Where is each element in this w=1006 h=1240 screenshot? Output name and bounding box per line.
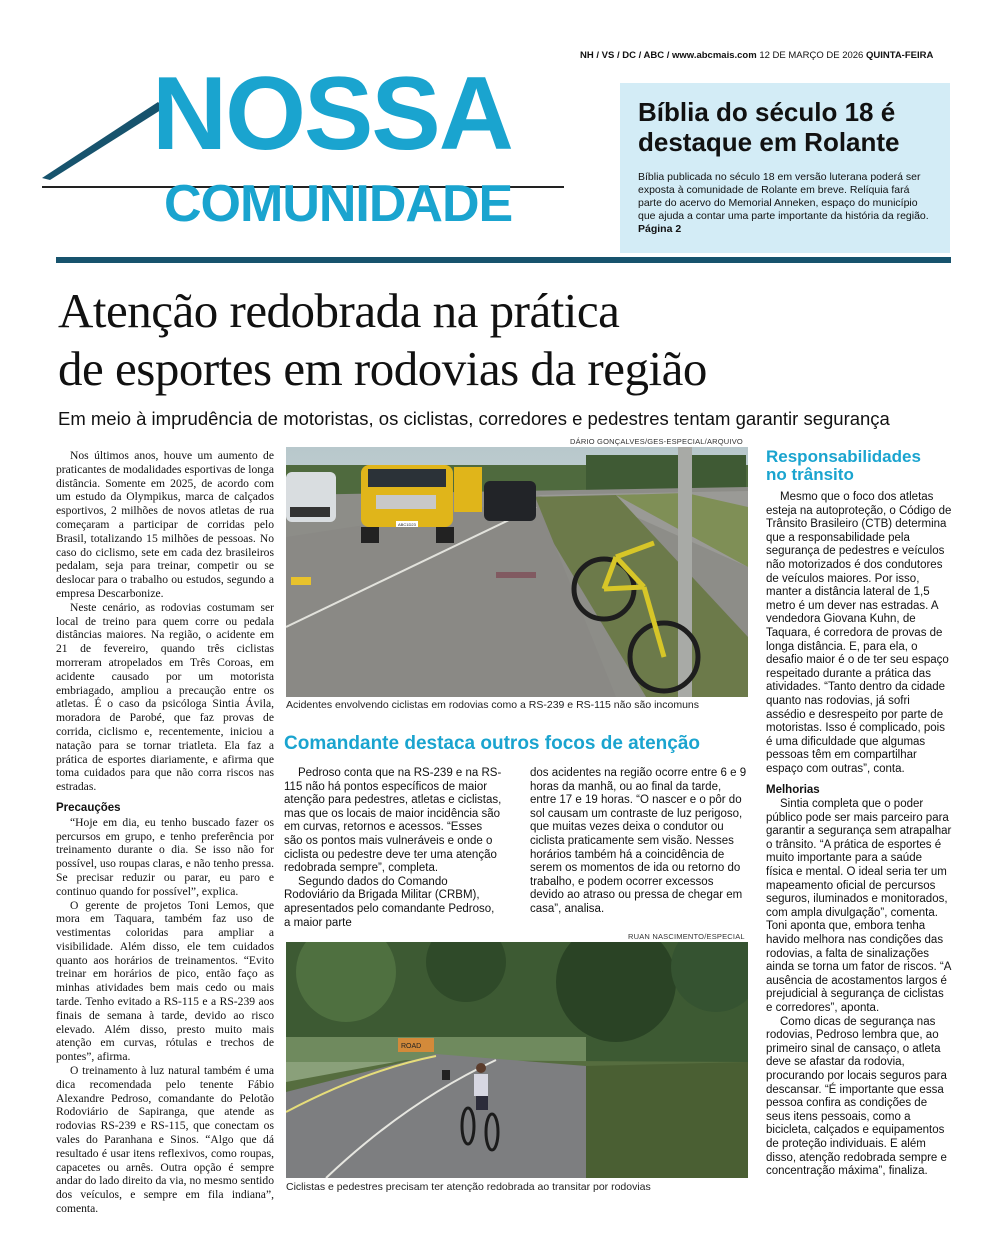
- article-paragraph: “Hoje em dia, eu tenho buscado fazer os percursos em grupo, e tenho preferência por treinamento durante o dia. Se isso não for possível, uso roupas claras, e não tenho pressa. Se precisar reduzir ou parar, eu paro e continuo quando for possível”, explica.: [56, 815, 274, 898]
- photo1-credit: DÁRIO GONÇALVES/GES-ESPECIAL/ARQUIVO: [570, 437, 743, 446]
- photo1-caption: Acidentes envolvendo ciclistas em rodovias como a RS-239 e RS-115 não são incomuns: [286, 699, 700, 711]
- photo2-caption: Ciclistas e pedestres precisam ter atenção redobrada ao transitar por rodovias: [286, 1181, 651, 1193]
- right-column: [766, 491, 952, 1179]
- police-plate: ABC1D23: [398, 522, 416, 527]
- teaser-text: [638, 171, 932, 236]
- cyclist-photo: [286, 942, 748, 1178]
- teaser-body: Bíblia publicada no século 18 em versão luterana poderá ser exposta à comunidade de Rolante em breve. Relíquia fará parte do acervo do Memorial Anneken, espaço do município que ajuda a contar uma parte importante da história da região.: [638, 171, 929, 222]
- responsabilidades-title-line1: Responsabilidades: [766, 447, 921, 466]
- left-column: [56, 449, 274, 1216]
- melhorias-heading: Melhorias: [766, 784, 820, 797]
- teaser-page-ref[interactable]: Página 2: [638, 223, 682, 235]
- article-paragraph: Neste cenário, as rodovias costumam ser local de treino para quem corre ou pedala distâncias maiores. Na região, o acidente em 21 de fevereiro, quando três ciclistas morreram atropelados em Três Coroas, em acidente causado por um motorista embriagado, ampliou a precaução entre os atletas. É o caso da psicóloga Sintia Ávila, moradora de Parobé, que faz provas de corrida, ciclismo e, recentemente, iniciou a natação para se tornar triatleta. Ela faz a prática de esportes diariamente, e afirma que toma cuidados para que não corra riscos nas estradas.: [56, 600, 274, 794]
- middle-column-2: [530, 767, 748, 917]
- article-paragraph: O gerente de projetos Toni Lemos, que mora em Taquara, também faz uso de vestimentas coloridas para ampliar a visibilidade. Além disso, ele tem cuidados quanto aos horários de treinamentos. “Evito treinar em horários de pico, então faço as minhas atividades bem mais cedo ou mais tarde. Tenho evitado a RS-115 e a RS-239 aos finais de semana à tarde, devido ao risco elevado. Além disso, presto muito mais atenção em curvas, rótulas e trechos de pontes”, afirma.: [56, 898, 274, 1064]
- editions-list: NH / VS / DC / ABC / www.abcmais.com: [580, 50, 757, 61]
- issue-date: 12 DE MARÇO DE 2026: [759, 50, 864, 61]
- headline-line1: Atenção redobrada na prática: [58, 283, 620, 338]
- section-divider: [56, 257, 951, 263]
- article-paragraph: Segundo dados do Comando Rodoviário da Brigada Militar (CRBM), apresentados pelo comandante Pedroso, a maior parte: [284, 875, 495, 929]
- article-paragraph: dos acidentes na região ocorre entre 6 e 9 horas da manhã, ou ao final da tarde, entre 17 e 19 horas. “O nascer e o pôr do sol causam um contraste de luz perigoso, que muitas vezes deixa o condutor ou ciclista praticamente sem visão. Nesses horários também há a coincidência de serem os momentos de ida ou retorno do trabalho, e podem ocorrer excessos devido ao atraso ou pressa de chegar em casa”, analisa.: [530, 767, 747, 915]
- main-headline: [58, 282, 707, 398]
- road-sign-text: ROAD: [401, 1043, 422, 1050]
- masthead-swoosh: [40, 98, 165, 190]
- headline-line2: de esportes em rodovias da região: [58, 341, 707, 396]
- masthead-title-line2: COMUNIDADE: [164, 175, 513, 233]
- article-paragraph: Nos últimos anos, houve um aumento de praticantes de modalidades esportivas de longa distância. Somente em 2025, de acordo com um estudo da Olympikus, marca de calçados esportivos, 2 milhões de novos atletas de rua começaram a participar de corridas pelo Brasil, totalizando 15 milhões de pessoas. No caso do ciclismo, sete em cada dez brasileiros pedalam, seja para treinar, competir ou se deslocar para o trabalho ou estudos, segundo a empresa Descarbonize.: [56, 449, 274, 600]
- issue-weekday: QUINTA-FEIRA: [865, 50, 934, 61]
- article-paragraph: Mesmo que o foco dos atletas esteja na autoproteção, o Código de Trânsito Brasileiro (CTB) determina que a responsabilidade pela segurança de pedestres e veículos não motorizados é dos condutores de veículos maiores. Por isso, manter a distância lateral de 1,5 metro é um dever nas estradas. A vendedora Giovana Kuhn, de Taquara, é corredora de provas de longa distância. E, para ela, o desafio maior é o de ter seu espaço respeitado durante a prática das atividades. “Tanto dentro da cidade quanto nas rodovias, já sofri assédio e desrespeito por parte de motoristas. Isso é complicado, pois é uma dificuldade que algumas pessoas têm em compartilhar espaço com outras”, conta.: [766, 491, 952, 775]
- commander-section-title: Comandante destaca outros focos de atenção: [284, 733, 700, 754]
- accident-photo: [286, 447, 748, 697]
- photo2-credit: RUAN NASCIMENTO/ESPECIAL: [628, 932, 745, 941]
- article-paragraph: O treinamento à luz natural também é uma dica recomendada pelo tenente Fábio Alexandre Pedroso, comandante do Pelotão Rodoviário de Sapiranga, que atende as rodovias RS-239 e RS-115, que conectam os vales do Paranhana e Sinos. “Algo que dá resultado é usar itens reflexivos, como roupas, capacetes ou arnês. Outra opção é sempre andar do lado direito da via, no mesmo sentido dos veículos, e sempre em fila indiana”, comenta.: [56, 1064, 274, 1216]
- middle-column-1: [284, 767, 502, 930]
- precaucoes-heading: Precauções: [56, 801, 121, 814]
- edition-line: [580, 50, 933, 61]
- article-paragraph: Pedroso conta que na RS-239 e na RS-115 não há pontos específicos de maior atenção para pedestres, atletas e ciclistas, mas que os locais de maior incidência são em curvas, retornos e acessos. “Esses são os pontos mais vulneráveis e onde o ciclista ou pedestre deve ter uma atenção redobrada sempre”, completa.: [284, 767, 502, 875]
- article-paragraph: Como dicas de segurança nas rodovias, Pedroso lembra que, ao primeiro sinal de cansaço, o atleta deve se afastar da rodovia, procurando por locais seguros para descansar. “É importante que essa pessoa confira as condições de seus itens pessoais, como a bicicleta, calçados e equipamentos de proteção individuais. E além disso, atenção redobrada sempre e concentração máxima”, finaliza.: [766, 1015, 947, 1178]
- responsabilidades-title-line2: no trânsito: [766, 465, 854, 484]
- teaser-box[interactable]: [620, 83, 950, 253]
- article-paragraph: Sintia completa que o poder público pode ser mais parceiro para garantir a segurança sem atrapalhar o trânsito. “A prática de esportes é muito importante para a saúde física e mental. O ideal seria ter um mapeamento oficial de percursos seguros, iluminados e monitorados, com ampla divulgação”, comenta. Toni aponta que, embora tenha havido melhora nas condições das rodovias, a falta de sinalizações ainda se torna um fator de riscos. “A ausência de acostamentos largos é prejudicial à segurança de ciclistas e corredores”, aponta.: [766, 798, 952, 1014]
- teaser-title[interactable]: Bíblia do século 18 é destaque em Rolante: [638, 97, 900, 157]
- subheadline: Em meio à imprudência de motoristas, os ciclistas, corredores e pedestres tentam garantir segurança: [58, 408, 890, 429]
- responsabilidades-title: [766, 448, 921, 484]
- masthead-title-line1: NOSSA: [152, 56, 512, 172]
